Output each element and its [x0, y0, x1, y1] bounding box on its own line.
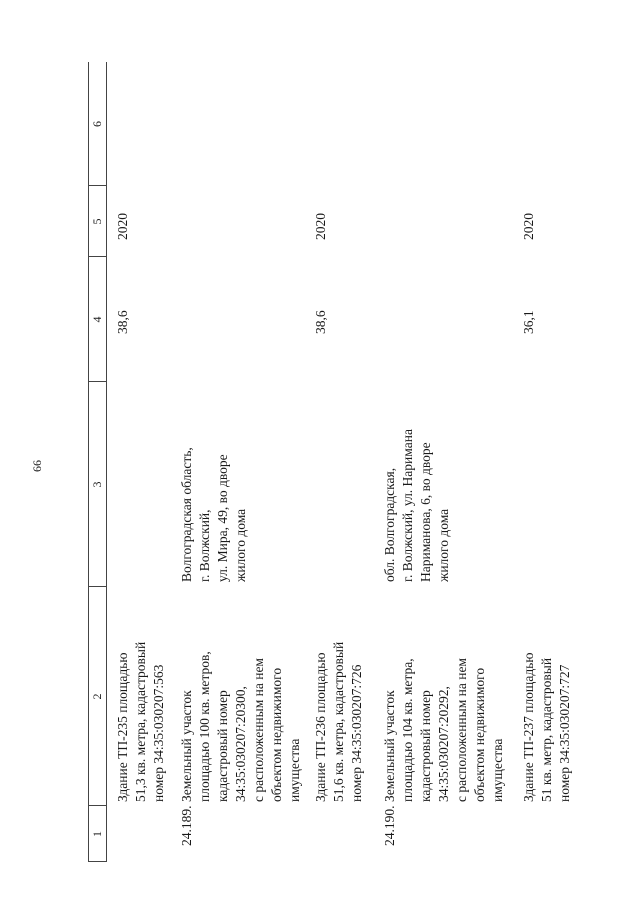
table-row-year: 2020: [115, 213, 130, 240]
table-row-address: обл. Волгоградская, г. Волжский, ул. Наримана Нариманова, 6, во дворе жилого дома: [382, 429, 451, 582]
table-row-area: 38,6: [313, 310, 328, 334]
table-row-year: 2020: [313, 213, 328, 240]
col-header-5: 5: [90, 218, 104, 225]
table-row-desc: Земельный участок площадью 104 кв. метра, кадастровый номер 34:35:030207:20292, с расположенным на нем объектом недвижимого имущества: [382, 658, 505, 802]
table-row-desc: Земельный участок площадью 100 кв. метров, кадастровый номер 34:35:030207:20300, с расположенным на нем объектом недвижимого имущества: [179, 651, 302, 802]
table-row-desc: Здание ТП-236 площадью 51,6 кв. метра, кадастровый номер 34:35:030207:726: [313, 641, 364, 802]
table-row-area: 36,1: [521, 310, 536, 334]
col-header-1: 1: [90, 831, 104, 837]
table-row-address: Волгоградская область, г. Волжский, ул. Мира, 49, во дворе жилого дома: [179, 447, 248, 582]
col-header-6: 6: [90, 121, 104, 127]
table: [88, 62, 628, 862]
table-row-desc: Здание ТП-235 площадью 51,3 кв. метра, кадастровый номер 34:35:030207:563: [115, 641, 166, 802]
page-number: 66: [30, 460, 44, 472]
table-row-number: 24.190.: [382, 805, 397, 846]
col-header-2: 2: [90, 693, 104, 700]
table-top-border: [88, 62, 89, 862]
table-row-number: 24.189.: [179, 805, 194, 846]
col-header-4: 4: [90, 316, 104, 323]
table-row-area: 38,6: [115, 310, 130, 334]
header-bottom-border: [106, 62, 107, 862]
table-row-desc: Здание ТП-237 площадью 51 кв. метр, кадастровый номер 34:35:030207:727: [521, 652, 572, 802]
table-row-year: 2020: [521, 213, 536, 240]
col-header-3: 3: [90, 481, 104, 488]
